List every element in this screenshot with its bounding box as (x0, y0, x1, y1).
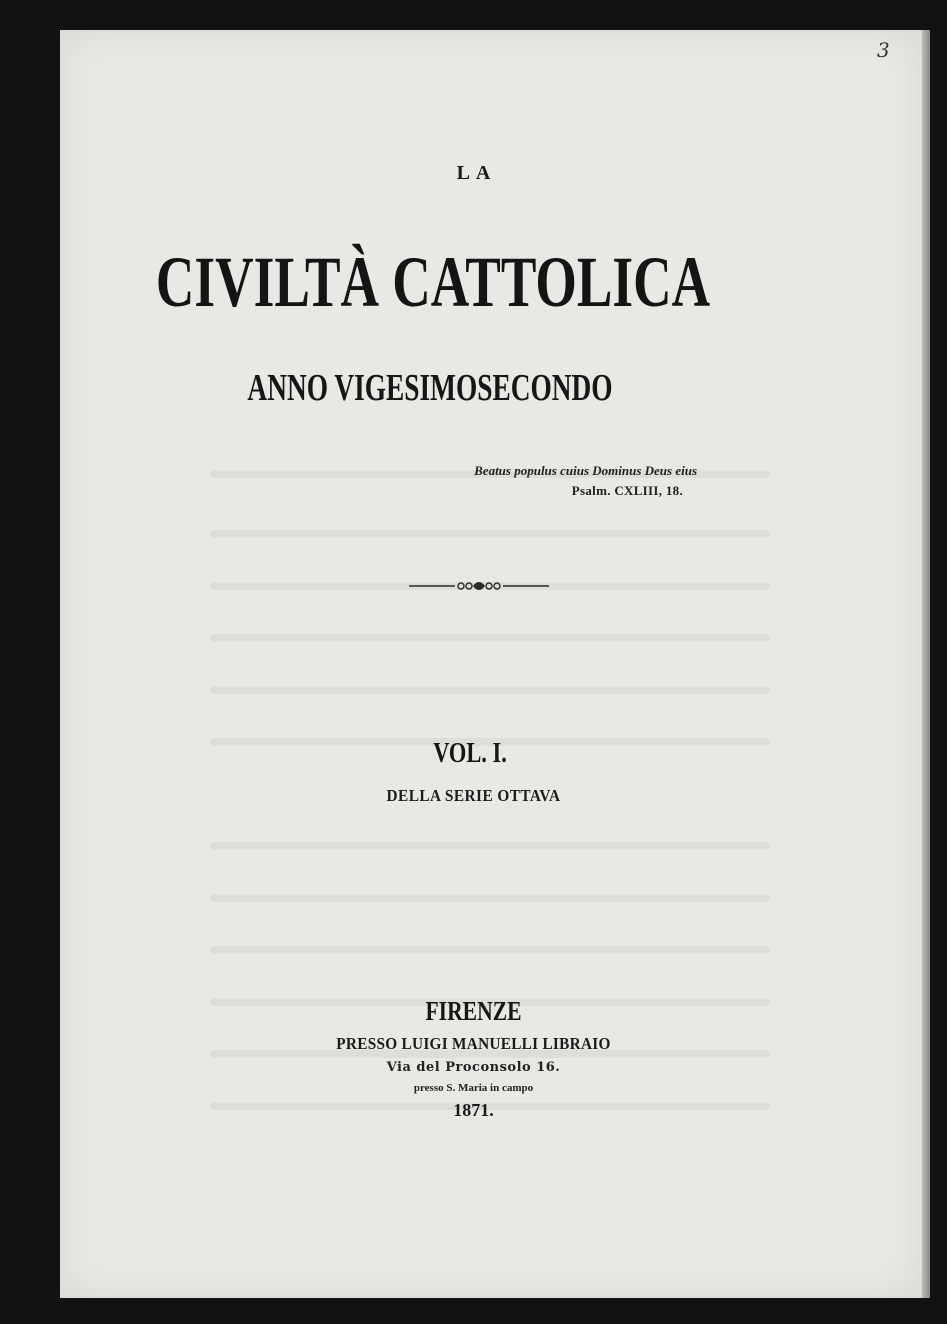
bleed-through-line (210, 530, 770, 538)
ornament-divider-icon (409, 578, 549, 594)
series-label: DELLA SERIE OTTAVA (386, 786, 561, 805)
year-subtitle: ANNO VIGESIMOSECONDO (247, 367, 613, 409)
imprint-city: FIRENZE (425, 996, 522, 1026)
bleed-through-line (210, 894, 770, 902)
epigraph-reference: Psalm. CXLIII, 18. (571, 483, 683, 498)
bleed-through-line (210, 686, 770, 694)
imprint-year: 1871. (453, 1100, 494, 1120)
imprint-publisher: PRESSO LUIGI MANUELLI LIBRAIO (336, 1034, 611, 1053)
bleed-through-line (210, 634, 770, 642)
bleed-through-line (210, 842, 770, 850)
imprint-address: Via del Proconsolo 16. (386, 1060, 561, 1075)
epigraph-quote: Beatus populus cuius Dominus Deus eius (474, 463, 697, 478)
folio-number: 3 (877, 38, 890, 62)
title-article: LA (456, 162, 497, 184)
imprint-address-note: presso S. Maria in campo (413, 1082, 534, 1094)
journal-title: CIVILTÀ CATTOLICA (155, 242, 711, 322)
bleed-through-line (210, 946, 770, 954)
volume-number: VOL. I. (433, 738, 507, 769)
